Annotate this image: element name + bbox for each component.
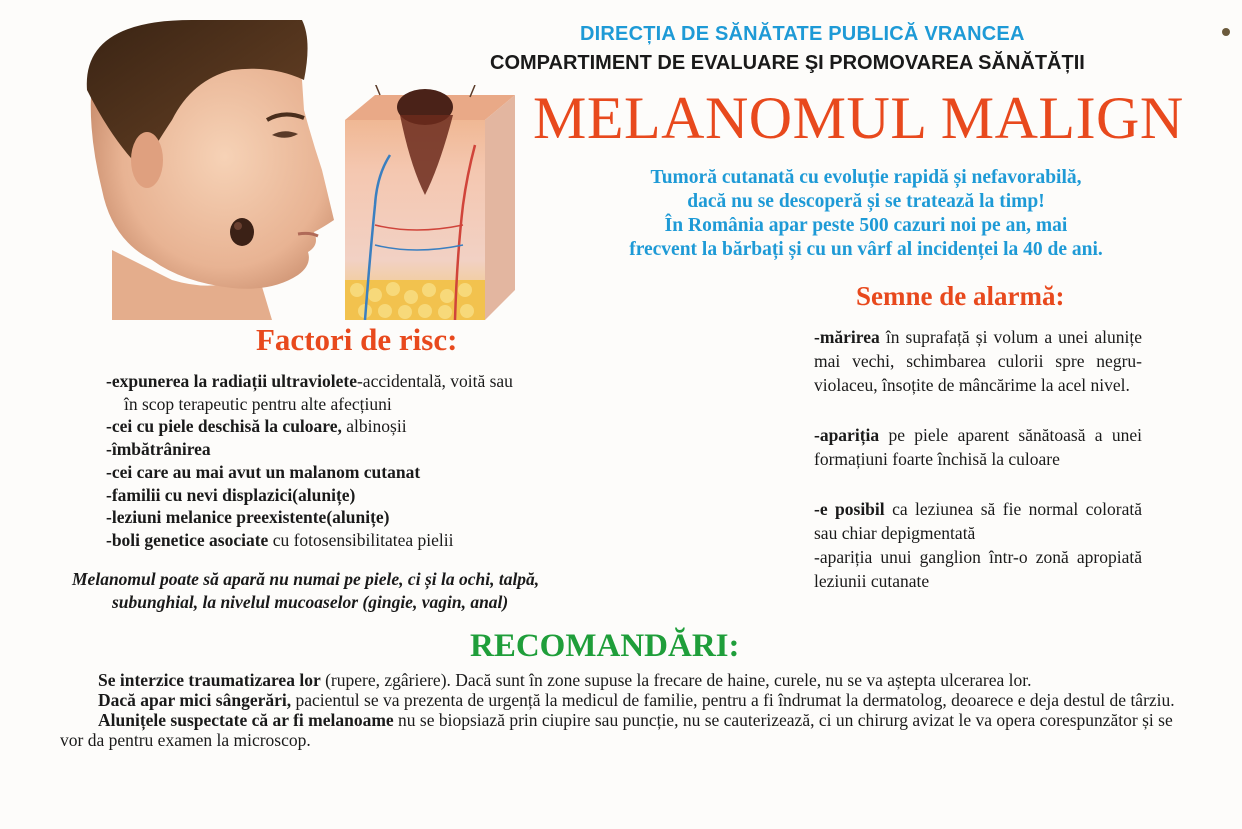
intro-line: Tumoră cutanată cu evoluție rapidă și nefavorabilă, (650, 167, 1082, 188)
list-item: -mărirea în suprafață și volum a unei alunițe mai vechi, schimbarea culorii spre negru-violaceu, însoțite de mâncărime la acel nivel. (814, 327, 1142, 395)
list-item: în scop terapeutic pentru alte afecțiuni (124, 393, 392, 414)
list-item: -cei cu piele deschisă la culoare, albinoșii (106, 416, 407, 437)
skin-cross-section-illustration (345, 85, 515, 320)
alarm-signs-list (814, 325, 1142, 593)
department-name: COMPARTIMENT DE EVALUARE ŞI PROMOVAREA SĂNĂTĂȚII (490, 52, 1085, 74)
list-item: -apariția unui ganglion într-o zonă apropiată leziunii cutanate (814, 547, 1142, 591)
recommendation-paragraph: Alunițele suspectate că ar fi melanoame nu se biopsiază prin ciupire sau puncție, nu se cauterizează, ci un chirurg avizat le va opera corespunzător și se vor da pentru examen la microscop. (60, 710, 1173, 750)
alarm-signs-heading: Semne de alarmă: (856, 281, 1065, 311)
list-item: -leziuni melanice preexistente(alunițe) (106, 507, 390, 528)
list-item: -cei care au mai avut un malanom cutanat (106, 461, 421, 482)
list-item: -îmbătrânirea (106, 439, 211, 460)
intro-text (560, 166, 1172, 262)
organization-name: DIRECȚIA DE SĂNĂTATE PUBLICĂ VRANCEA (580, 23, 1025, 45)
risk-factors-heading: Factori de risc: (256, 322, 458, 357)
face-with-mole-illustration (72, 20, 342, 320)
recommendations-heading: RECOMANDĂRI: (470, 628, 740, 664)
list-item: -expunerea la radiații ultraviolete-accidentală, voită sau (106, 371, 513, 391)
list-item: -e posibil ca leziunea să fie normal colorată sau chiar depigmentată (814, 499, 1142, 543)
list-item: -familii cu nevi displazici(alunițe) (106, 484, 356, 505)
recommendation-paragraph: Dacă apar mici sângerări, pacientul se va prezenta de urgență la medicul de familie, pentru a fi îndrumat la dermatolog, deoarece e deja destul de târziu. (98, 690, 1175, 710)
list-item: -apariția pe piele aparent sănătoasă a unei formațiuni foarte închisă la culoare (814, 425, 1142, 469)
page-title: MELANOMUL MALIGN (533, 85, 1184, 151)
list-item: -boli genetice asociate cu fotosensibilitatea pielii (106, 529, 454, 550)
recommendations-text (60, 670, 1180, 750)
recommendation-paragraph: Se interzice traumatizarea lor (rupere, zgâriere). Dacă sunt în zone supuse la frecare de haine, curele, nu se va aștepta ulcerarea lor. (98, 670, 1032, 690)
risk-factors-list (106, 370, 666, 552)
melanoma-location-note: Melanomul poate să apară nu numai pe piele, ci și la ochi, talpă, subunghial, la nivelul mucoaselor (gingie, vagin, anal) (72, 569, 540, 612)
intro-line: dacă nu se descoperă și se tratează la timp! (687, 191, 1045, 212)
intro-line: frecvent la bărbați și cu un vârf al incidenței la 40 de ani. (629, 239, 1103, 260)
speck-mark (1222, 28, 1230, 36)
intro-line: În România apar peste 500 cazuri noi pe an, mai (664, 215, 1068, 236)
